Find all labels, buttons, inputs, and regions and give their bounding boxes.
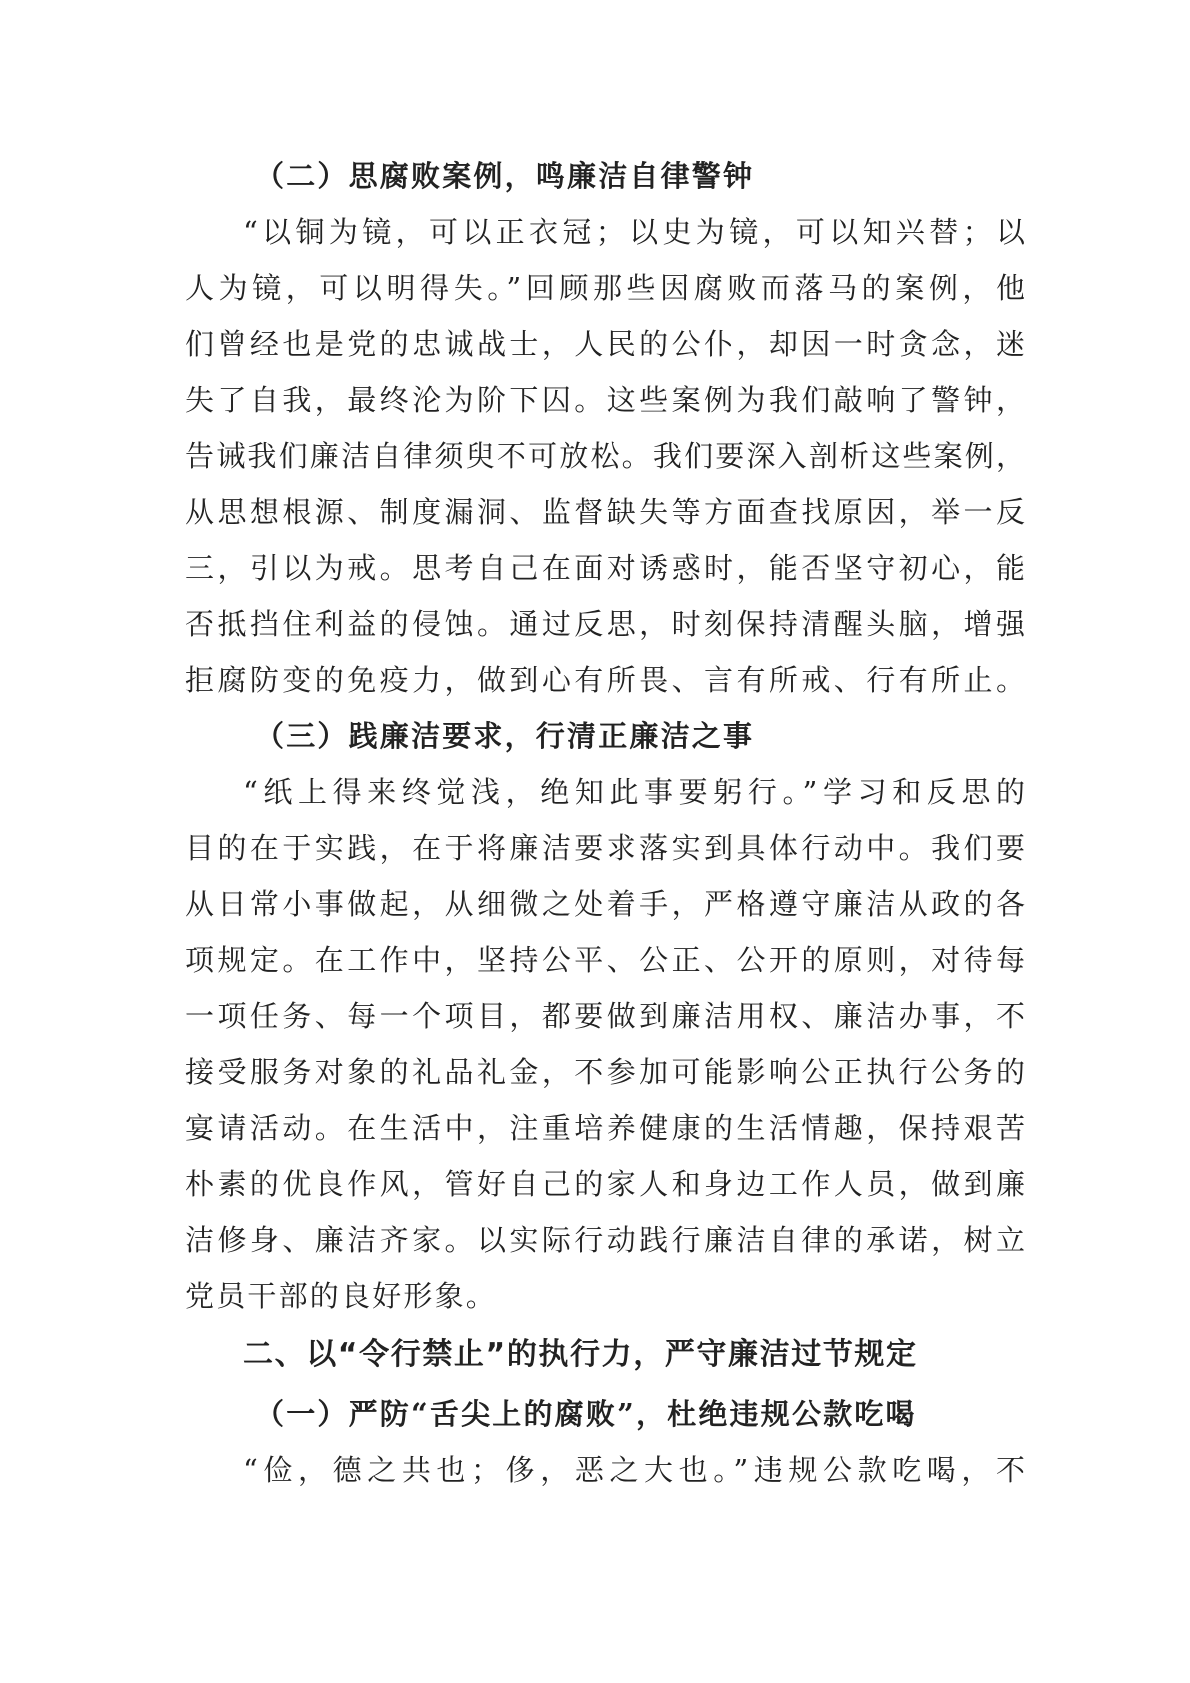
paragraph-line: 失了自我，最终沦为阶下囚。这些案例为我们敲响了警钟， [185, 383, 1025, 417]
paragraph-line: 一项任务、每一个项目，都要做到廉洁用权、廉洁办事，不 [185, 999, 1025, 1033]
paragraph-line: 宴请活动。在生活中，注重培养健康的生活情趣，保持艰苦 [185, 1111, 1025, 1145]
paragraph-line: 否抵挡住利益的侵蚀。通过反思，时刻保持清醒头脑，增强 [185, 607, 1025, 641]
section-heading: （三）践廉洁要求，行清正廉洁之事 [255, 719, 755, 753]
paragraph-line: 党员干部的良好形象。 [185, 1279, 498, 1313]
paragraph-line: 洁修身、廉洁齐家。以实际行动践行廉洁自律的承诺，树立 [185, 1223, 1025, 1257]
paragraph-line: “以铜为镜，可以正衣冠；以史为镜，可以知兴替；以 [243, 215, 1025, 249]
paragraph-line: 人为镜，可以明得失。”回顾那些因腐败而落马的案例，他 [185, 271, 1025, 305]
paragraph-line: 告诫我们廉洁自律须臾不可放松。我们要深入剖析这些案例， [185, 439, 1025, 473]
paragraph-line: 目的在于实践，在于将廉洁要求落实到具体行动中。我们要 [185, 831, 1025, 865]
section-heading: （二）思腐败案例，鸣廉洁自律警钟 [255, 159, 755, 193]
paragraph-line: 从日常小事做起，从细微之处着手，严格遵守廉洁从政的各 [185, 887, 1025, 921]
paragraph-line: “纸上得来终觉浅，绝知此事要躬行。”学习和反思的 [243, 775, 1025, 809]
part-heading: 二、以“令行禁止”的执行力，严守廉洁过节规定 [243, 1337, 918, 1372]
paragraph-line: 们曾经也是党的忠诚战士，人民的公仆，却因一时贪念，迷 [185, 327, 1025, 361]
paragraph-line: 三，引以为戒。思考自己在面对诱惑时，能否坚守初心，能 [185, 551, 1025, 585]
paragraph-line: 项规定。在工作中，坚持公平、公正、公开的原则，对待每 [185, 943, 1025, 977]
paragraph-line: 拒腐防变的免疫力，做到心有所畏、言有所戒、行有所止。 [185, 663, 1025, 697]
section-heading: （一）严防“舌尖上的腐败”，杜绝违规公款吃喝 [255, 1397, 917, 1431]
paragraph-line: “俭，德之共也；侈，恶之大也。”违规公款吃喝，不 [243, 1453, 1025, 1487]
paragraph-line: 从思想根源、制度漏洞、监督缺失等方面查找原因，举一反 [185, 495, 1025, 529]
paragraph-line: 朴素的优良作风，管好自己的家人和身边工作人员，做到廉 [185, 1167, 1025, 1201]
paragraph-line: 接受服务对象的礼品礼金，不参加可能影响公正执行公务的 [185, 1055, 1025, 1089]
document-body [185, 148, 1025, 1498]
